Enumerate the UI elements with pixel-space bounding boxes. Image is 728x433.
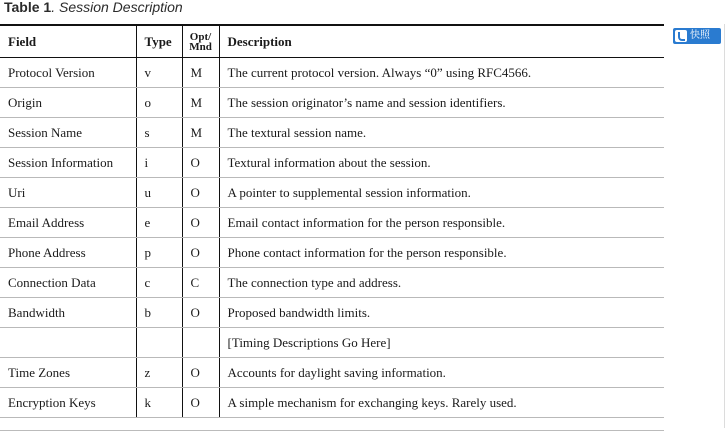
cell-field: Connection Data [0,268,136,298]
session-description-table [0,24,664,431]
header-description: Description [219,26,664,58]
cell-opt: M [182,58,219,88]
cell-field: Protocol Version [0,58,136,88]
cell-description: Textural information about the session. [219,148,664,178]
cell-description: The current protocol version. Always “0” using RFC4566. [219,58,664,88]
cell-opt: O [182,208,219,238]
header-opt-line2: Mnd [189,40,212,53]
table-row [0,148,664,178]
cell-field: Origin [0,88,136,118]
cell-type: v [136,58,182,88]
cell-description: A simple mechanism for exchanging keys. Rarely used. [219,388,664,418]
header-type: Type [136,26,182,58]
table-row [0,238,664,268]
table-row [0,298,664,328]
cell-description: The connection type and address. [219,268,664,298]
header-field: Field [0,26,136,58]
cell-description: Phone contact information for the person responsible. [219,238,664,268]
table-row [0,328,664,358]
cell-opt: O [182,388,219,418]
cell-opt: O [182,358,219,388]
cell-description: Proposed bandwidth limits. [219,298,664,328]
table-caption [4,0,183,16]
table-row [0,58,664,88]
cell-field: Bandwidth [0,298,136,328]
cell-opt: M [182,88,219,118]
cell-field: Email Address [0,208,136,238]
cell-opt: O [182,178,219,208]
header-opt-mnd [182,26,219,58]
cell-description: The textural session name. [219,118,664,148]
cell-field: Session Name [0,118,136,148]
cell-description: A pointer to supplemental session information. [219,178,664,208]
cell-opt: C [182,268,219,298]
cell-description: [Timing Descriptions Go Here] [219,328,664,358]
header-opt-line1: Opt/ [189,30,212,43]
table-row [0,388,664,418]
cell-description: The session originator’s name and session identifiers. [219,88,664,118]
cell-field: Uri [0,178,136,208]
cell-opt: O [182,298,219,328]
table-row [0,88,664,118]
cell-type: c [136,268,182,298]
cell-opt: O [182,148,219,178]
caption-label: Table 1 [4,0,52,15]
cell-type: i [136,148,182,178]
table-row [0,358,664,388]
cell-opt: O [182,238,219,268]
cell-field: Session Information [0,148,136,178]
cell-type: z [136,358,182,388]
cell-type: p [136,238,182,268]
snapshot-button[interactable] [673,28,721,44]
cell-type: s [136,118,182,148]
table-row [0,268,664,298]
cell-description: Email contact information for the person responsible. [219,208,664,238]
cell-field: Phone Address [0,238,136,268]
cell-field [0,328,136,358]
caption-separator: . [51,0,59,15]
cell-type: e [136,208,182,238]
cell-opt [182,328,219,358]
cell-type: u [136,178,182,208]
header-row [0,26,664,58]
cell-type: b [136,298,182,328]
cell-field: Time Zones [0,358,136,388]
table-row [0,178,664,208]
cell-type: o [136,88,182,118]
snapshot-button-label: 快照 [690,30,710,41]
table-row [0,208,664,238]
caption-title: Session Description [58,0,183,15]
cell-description: Accounts for daylight saving information. [219,358,664,388]
cell-type [136,328,182,358]
page-edge-line [724,24,725,428]
share-icon [675,30,687,42]
cell-field: Encryption Keys [0,388,136,418]
cell-opt: M [182,118,219,148]
table-row [0,118,664,148]
cell-type: k [136,388,182,418]
